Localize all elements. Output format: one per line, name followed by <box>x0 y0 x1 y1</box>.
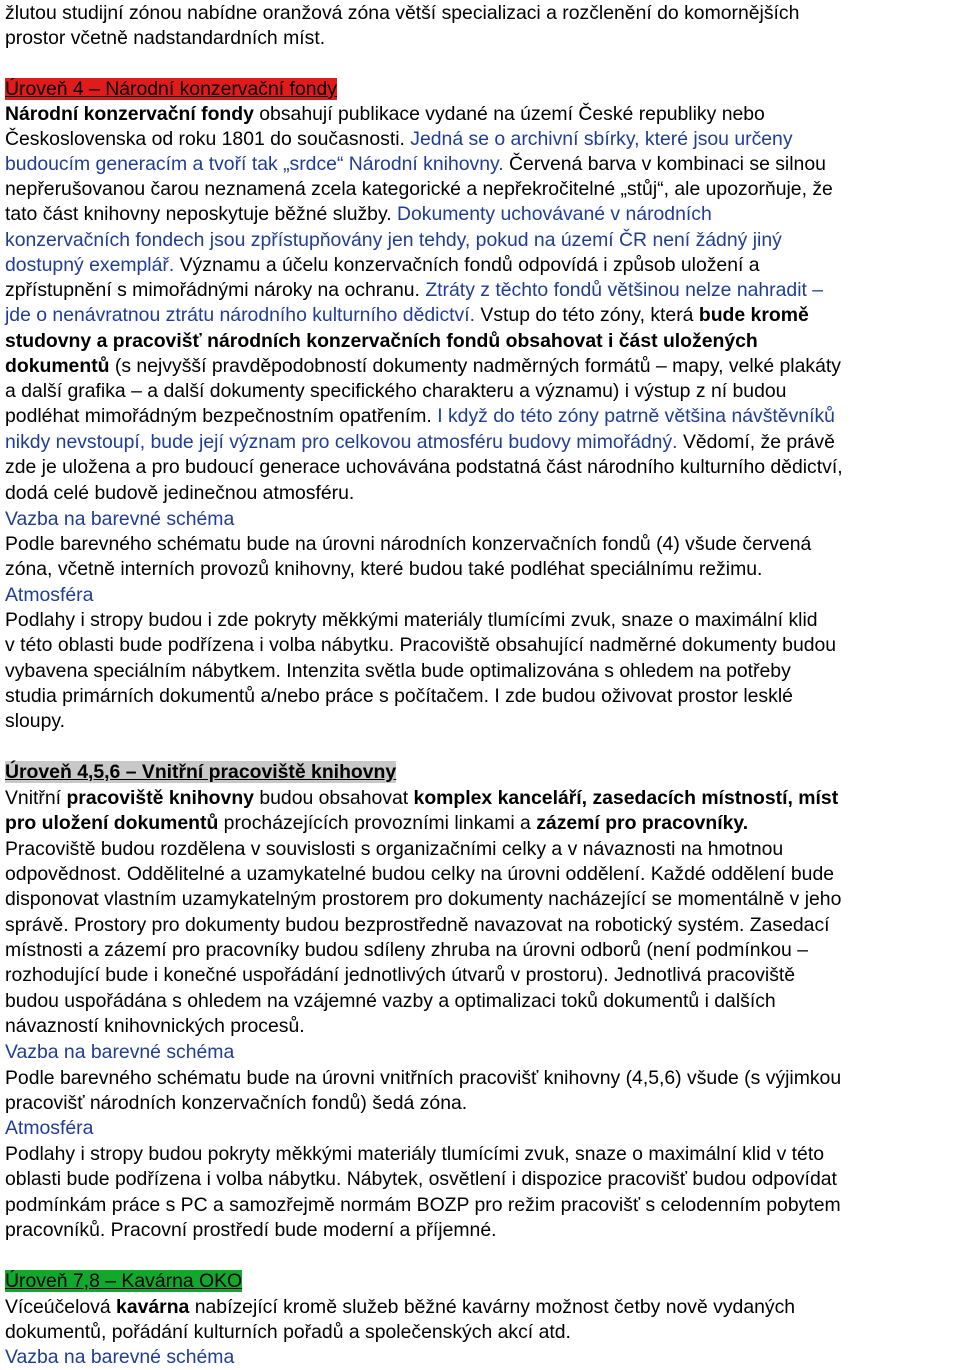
text: dodá celé budově jedinečnou atmosféru. <box>5 482 355 504</box>
text: procházejících provozními linkami a <box>218 812 537 834</box>
text: Podle barevného schématu bude na úrovni vnitřních pracovišť knihovny (4,5,6) všude (s výjimkou <box>5 1067 842 1089</box>
text: budoucím generacím a tvoří tak „srdce“ Národní knihovny. <box>5 153 510 175</box>
paragraph-line <box>5 1065 841 1091</box>
text: oblasti bude podřízena i volba nábytku. Nábytek, osvětlení i dispozice pracovišť budou odpovídat <box>5 1168 837 1190</box>
text: Dokumenty uchovávané v národních <box>397 203 712 225</box>
paragraph-line <box>5 378 786 404</box>
text: rozhodující bude i konečné uspořádání jednotlivých útvarů v prostoru). Jednotlivá pracoviště <box>5 964 796 986</box>
text: nepřerušovanou čarou neznamená zcela kategorické a nepřekročitelné „stůj“, ale upozorňuje, že <box>5 178 833 200</box>
text: (s nejvyšší pravděpodobností dokumenty nadměrných formátů – mapy, velké plakáty <box>109 355 841 377</box>
text: žlutou studijní zónou nabídne oranžová zóna větší specializaci a rozčlenění do komornějších <box>5 2 800 24</box>
paragraph-line <box>5 480 354 506</box>
text: budou uspořádána s ohledem na vzájemné vazby a optimalizaci toků dokumentů i dalších <box>5 990 776 1012</box>
text: v této oblasti bude podřízena i volba nábytku. Pracoviště obsahující nadměrné dokumenty budou <box>5 634 837 656</box>
text: dokumentů, pořádání kulturních pořadů a společenských akcí atd. <box>5 1321 571 1343</box>
text: dostupný exemplář. <box>5 254 180 276</box>
paragraph-line <box>5 988 776 1014</box>
paragraph-line <box>5 607 818 633</box>
text: správě. Prostory pro dokumenty budou bezprostředně navazovat na robotický systém. Zasedací <box>5 914 830 936</box>
text: Významu a účelu konzervačních fondů odpovídá i způsob uložení a <box>179 254 760 276</box>
text: Vědomí, že právě <box>682 431 835 453</box>
paragraph-line <box>5 632 836 658</box>
text: podléhat mimořádným bezpečnostním opatřením. <box>5 405 438 427</box>
paragraph-line <box>5 1192 841 1218</box>
text: Červená barva v kombinaci se silnou <box>509 153 826 175</box>
text: Podle barevného schématu bude na úrovni národních konzervačních fondů (4) všude červená <box>5 533 812 555</box>
text: prostor včetně nadstandardních míst. <box>5 27 326 49</box>
paragraph-line <box>5 962 795 988</box>
text: Jedná se o archivní sbírky, které jsou určeny <box>410 128 793 150</box>
paragraph-line <box>5 126 793 152</box>
section-heading-level-78 <box>5 1268 242 1294</box>
text: Ztráty z těchto fondů většinou nelze nahradit – <box>425 279 824 301</box>
text: Podlahy i stropy budou pokryty měkkými materiály tlumícími zvuk, snaze o maximální klid v této <box>5 1143 825 1165</box>
text: Podlahy i stropy budou i zde pokryty měkkými materiály tlumícími zvuk, snaze o maximální klid <box>5 609 818 631</box>
paragraph-line <box>5 937 808 963</box>
paragraph-line <box>5 1319 571 1345</box>
subheading <box>5 506 234 532</box>
heading-text: Úroveň 7,8 – Kavárna OKO <box>5 1270 243 1292</box>
text: pracoviště knihovny <box>66 787 254 809</box>
text: odpovědnost. Oddělitelné a uzamykatelné budou celky na úrovni oddělení. Každé oddělení bude <box>5 863 835 885</box>
paragraph-line <box>5 25 325 51</box>
text: pracovníků. Pracovní prostředí bude moderní a příjemné. <box>5 1219 497 1241</box>
paragraph-line <box>5 252 760 278</box>
paragraph-line <box>5 176 833 202</box>
text: Vazba na barevné schéma <box>5 1041 235 1063</box>
text: a další grafika – a další dokumenty specifického charakteru a významu) i výstup z ní budou <box>5 380 787 402</box>
text: vybavena speciálním nábytkem. Intenzita světla bude optimalizována s ohledem na potřeby <box>5 660 791 682</box>
text: Československa od roku 1801 do současnosti. <box>5 128 411 150</box>
paragraph-line <box>5 454 843 480</box>
paragraph-line <box>5 861 834 887</box>
paragraph-line <box>5 912 830 938</box>
text: nikdy nevstoupí, bude její význam pro celkovou atmosféru budovy mimořádný. <box>5 431 683 453</box>
subheading <box>5 1039 234 1065</box>
text: místnosti a zázemí pro pracovníky budou sdíleny zhruba na úrovni odborů (není podmínkou – <box>5 939 809 961</box>
section-heading-level-4 <box>5 76 337 102</box>
paragraph-line <box>5 1013 305 1039</box>
paragraph-line <box>5 531 811 557</box>
subheading <box>5 1115 93 1141</box>
paragraph-line <box>5 1141 824 1167</box>
text: podmínkám práce s PC a samozřejmě normám BOZP pro režim pracovišť s celodenním pobytem <box>5 1194 841 1216</box>
text: Vstup do této zóny, která <box>480 304 699 326</box>
text: sloupy. <box>5 710 65 732</box>
text: Víceúčelová <box>5 1296 117 1318</box>
text: pro uložení dokumentů <box>5 812 219 834</box>
text: dokumentů <box>5 355 110 377</box>
paragraph-line <box>5 836 783 862</box>
text: disponovat vlastním uzamykatelným prostorem pro dokumenty nacházející se momentálně v jeho <box>5 888 842 910</box>
paragraph-line <box>5 1294 795 1320</box>
paragraph-line <box>5 151 826 177</box>
paragraph-line <box>5 227 782 253</box>
text: nabízející kromě služeb běžné kavárny možnost četby nově vydaných <box>189 1296 796 1318</box>
paragraph-line <box>5 328 758 354</box>
text: bude kromě <box>698 304 809 326</box>
text: jde o nenávratnou ztrátu národního kulturního dědictví. <box>5 304 481 326</box>
paragraph-line <box>5 785 838 811</box>
paragraph-line <box>5 353 841 379</box>
paragraph-line <box>5 201 712 227</box>
subheading <box>5 582 93 608</box>
paragraph-line <box>5 0 799 26</box>
text: Atmosféra <box>5 584 94 606</box>
text: zázemí pro pracovníky. <box>536 812 749 834</box>
paragraph-line <box>5 1217 497 1243</box>
text: zpřístupnění s mimořádnými nároky na ochranu. <box>5 279 426 301</box>
text: konzervačních fondech jsou zpřístupňovány jen tehdy, pokud na území ČR není žádný jiný <box>5 229 782 251</box>
text: komplex kanceláří, zasedacích místností, míst <box>413 787 839 809</box>
paragraph-line <box>5 886 841 912</box>
text: Vnitřní <box>5 787 67 809</box>
paragraph-line <box>5 683 793 709</box>
paragraph-line <box>5 302 809 328</box>
text: návazností knihovnických procesů. <box>5 1015 305 1037</box>
text: Atmosféra <box>5 1117 94 1139</box>
text: zóna, včetně interních provozů knihovny, které budou také podléhat speciálnímu režimu. <box>5 558 763 580</box>
section-heading-level-456 <box>5 759 396 785</box>
text: studia primárních dokumentů a/nebo práce s počítačem. I zde budou oživovat prostor lesklé <box>5 685 793 707</box>
text: obsahují publikace vydané na území České republiky nebo <box>253 103 765 125</box>
text: pracovišť národních konzervačních fondů) šedá zóna. <box>5 1092 468 1114</box>
paragraph-line <box>5 1090 467 1116</box>
paragraph-line <box>5 1166 837 1192</box>
paragraph-line <box>5 277 823 303</box>
text: studovny a pracovišť národních konzervačních fondů obsahovat i část uložených <box>5 330 758 352</box>
paragraph-line <box>5 658 791 684</box>
text: Národní konzervační fondy <box>5 103 254 125</box>
heading-text: Úroveň 4 – Národní konzervační fondy <box>5 78 337 100</box>
paragraph-line <box>5 429 835 455</box>
text: kavárna <box>116 1296 190 1318</box>
text: Pracoviště budou rozdělena v souvislosti s organizačními celky a v návaznosti na hmotnou <box>5 838 784 860</box>
text: I když do této zóny patrně většina návštěvníků <box>437 405 835 427</box>
text: Vazba na barevné schéma <box>5 508 235 530</box>
subheading <box>5 1344 234 1370</box>
text: zde je uložena a pro budoucí generace uchovávána podstatná část národního kulturního dědictví, <box>5 456 843 478</box>
paragraph-line <box>5 810 748 836</box>
text: Vazba na barevné schéma <box>5 1346 235 1368</box>
text: budou obsahovat <box>253 787 414 809</box>
heading-text: Úroveň 4,5,6 – Vnitřní pracoviště knihovny <box>5 761 397 783</box>
paragraph-line <box>5 556 762 582</box>
paragraph-line <box>5 403 835 429</box>
paragraph-line <box>5 708 65 734</box>
paragraph-line <box>5 101 765 127</box>
text: tato část knihovny neposkytuje běžné služby. <box>5 203 397 225</box>
